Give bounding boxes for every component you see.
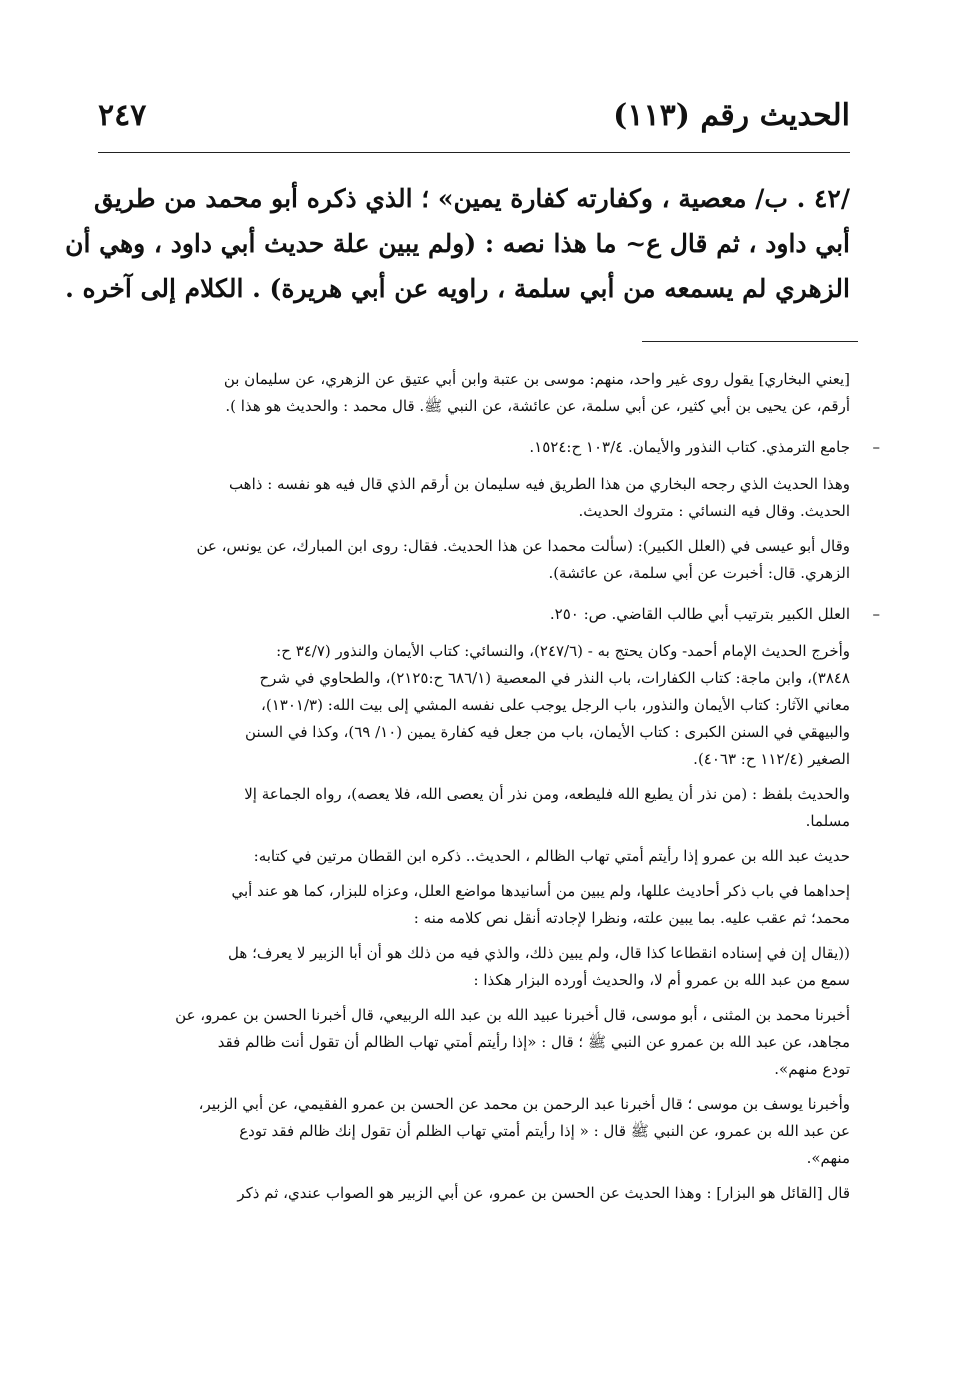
footnote-paragraph: وقال أبو عيسى في (العلل الكبير): (سألت محمدا عن هذا الحديث. فقال: روى ابن المبارك، عن يونس، عن الزهري. قال: أخبرت عن أبي سلمة، عن عائشة). [196, 537, 850, 582]
chapter-title: الحديث رقم (١١٣) [613, 98, 850, 133]
footnotes [98, 366, 880, 1215]
main-text-line: /٤٢ . ب/ معصية ، وكفارته كفارة يمين» ؛ الذي ذكره أبو محمد من طريق [94, 184, 850, 213]
main-text [65, 176, 850, 311]
main-text-line: الزهري لم يسمعه من أبي سلمة ، راويه عن أبي هريرة) . الكلام إلى آخره . [65, 274, 850, 303]
footnote-item-text: جامع الترمذي. كتاب النذور والأيمان. ١٠٣/٤ ح:١٥٢٤. [529, 438, 850, 456]
footnote-item [98, 434, 880, 461]
footnote-list [98, 434, 880, 461]
footnote-item [98, 601, 880, 628]
header-divider [98, 152, 850, 153]
page-number: ٢٤٧ [98, 98, 147, 133]
dash-bullet: – [872, 438, 880, 456]
main-text-line: أبي داود ، ثم قال ع~ ما هذا نصه : (ولم يبين علة حديث أبي داود ، وهي أن [65, 229, 850, 258]
footnote-paragraph: وأخرج الحديث الإمام أحمد- وكان يحتج به - (٢٤٧/٦)، والنسائي: كتاب الأيمان والنذور (٣٤/٧ ح: ٣٨٤٨)، وابن ماجة: كتاب الكفارات، باب النذر في المعصية (٦٨٦/١ ح:٢١٢٥)، والطحاوي في شرح معاني الآثار: كتاب الأيمان والنذور، باب الرجل يوجب على نفسه المشي إلى بيت الله: (١٣٠١/٣)، والبيهقي في السنن الكبرى : كتاب الأيمان، باب من جعل فيه كفارة يمين (١٠/ ٦٩)، وكذا في السنن الصغير (١١٢/٤ ح: ٤٠٦٣). [245, 642, 850, 768]
footnote-divider [642, 341, 858, 342]
footnote-paragraph: حديث عبد الله بن عمرو إذا رأيتم أمتي تهاب الظالم ، الحديث.. ذكره ابن القطان مرتين في كتابه: [253, 847, 850, 865]
footnote-list [98, 601, 880, 628]
footnote-paragraph: وهذا الحديث الذي رجحه البخاري من هذا الطريق فيه سليمان بن أرقم الذي قال فيه هو نفسه : ذاهب الحديث. وقال فيه النسائي : متروك الحديث. [228, 475, 850, 520]
footnote-paragraph: [يعني البخاري] يقول روى غير واحد، منهم: موسى بن عتبة وابن أبي عتيق عن الزهري، عن سليمان بن أرقم، عن يحيى بن أبي كثير، عن أبي سلمة، عن عائشة، عن النبي ﷺ. قال محمد : والحديث هو هذا ). [223, 370, 850, 415]
footnote-paragraph: ((يقال إن في إسناده انقطاعا كذا قال، ولم يبين ذلك، والذي فيه من ذلك هو أن أبا الزبير لا يعرف؛ هل سمع من عبد الله بن عمرو أم لا، والحديث أورده البزار هكذا : [228, 944, 850, 989]
footnote-paragraph: قال [القائل هو البزار] : وهذا الحديث عن الحسن بن عمرو، عن أبي الزبير هو الصواب عندي، ثم ذكر [237, 1184, 850, 1202]
dash-bullet: – [872, 605, 880, 623]
footnote-paragraph: والحديث بلفظ : (من نذر أن يطيع الله فليطعه، ومن نذر أن يعصى الله، فلا يعصه)، رواه الجماعة إلا مسلما. [244, 785, 850, 830]
footnote-paragraph: أخبرنا محمد بن المثنى ، أبو موسى، قال أخبرنا عبيد الله بن عبد الله الربيعي، قال أخبرنا الحسن بن عمرو، عن مجاهد، عن عبد الله بن عمرو عن النبي ﷺ ؛ قال : «إذا رأيتم أمتي تهاب الظالم أن تقول أنت ظالم فقد تودع منهم». [175, 1006, 850, 1078]
footnote-paragraph: إحداهما في باب ذكر أحاديث عللها، ولم يبين من أسانيدها مواضع العلل، وعزاه للبزار، كما هو عند أبي محمد؛ ثم عقب عليه. بما يبين علته، ونظرا لإجادته أنقل نص كلامه منه : [231, 882, 850, 927]
footnote-item-text: العلل الكبير بترتيب أبي طالب القاضي. ص: ٢٥٠. [549, 605, 850, 623]
running-header [98, 98, 850, 148]
footnote-paragraph: وأخبرنا يوسف بن موسى ؛ قال أخبرنا عبد الرحمن بن محمد عن الحسن بن عمرو الفقيمي، عن أبي الزبير، عن عبد الله بن عمرو، عن النبي ﷺ قال : « إذا رأيتم أمتي تهاب الظلم أن تقول إنك ظالم فقد تودع منهم». [198, 1095, 850, 1167]
